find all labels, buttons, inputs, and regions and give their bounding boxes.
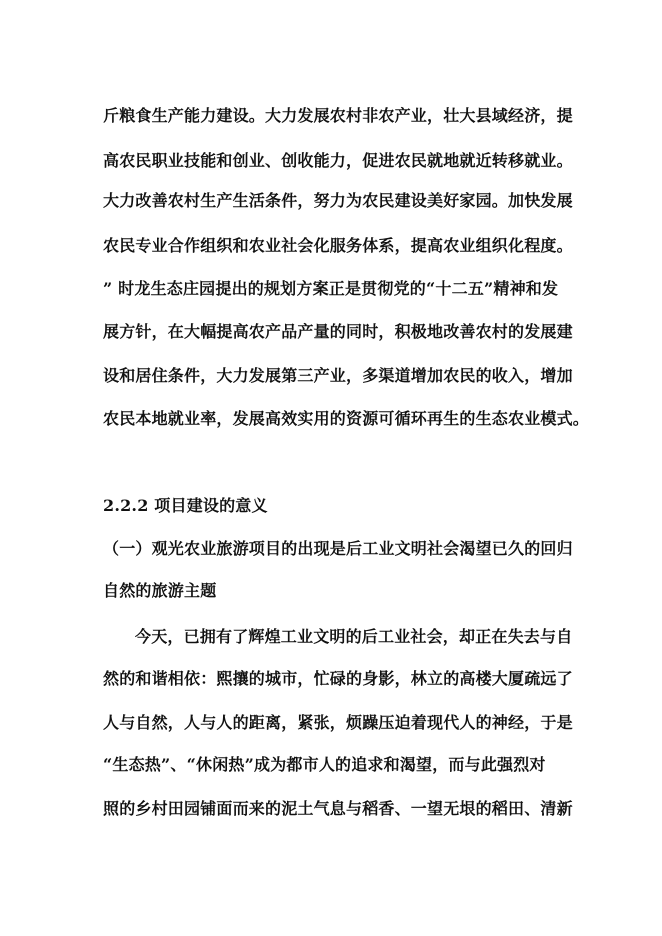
- paragraph-line: 斤粮食生产能力建设。大力发展农村非农产业，壮大县域经济，提: [103, 106, 573, 125]
- paragraph-line: 照的乡村田园铺面而来的泥土气息与稻香、一望无垠的稻田、清新: [103, 799, 573, 818]
- paragraph-line: 然的和谐相依：熙攘的城市，忙碌的身影，林立的高楼大厦疏远了: [103, 669, 573, 688]
- paragraph-line: 展方针，在大幅提高农产品产量的同时，积极地改善农村的发展建: [103, 322, 573, 341]
- paragraph-line: “生态热”、“休闲热”成为都市人的追求和渴望，而与此强烈对: [103, 755, 546, 774]
- subheading-line: （一）观光农业旅游项目的出现是后工业文明社会渴望已久的回归: [103, 539, 573, 558]
- subheading-line: 自然的旅游主题: [103, 581, 217, 600]
- paragraph-line: ” 时龙生态庄园提出的规划方案正是贯彻党的“十二五”精神和发: [103, 279, 559, 298]
- paragraph-line: 农民专业合作组织和农业社会化服务体系，提高农业组织化程度。: [103, 236, 573, 255]
- paragraph-line: 大力改善农村生产生活条件，努力为农民建设美好家园。加快发展: [103, 191, 573, 210]
- paragraph-line: 农民本地就业率，发展高效实用的资源可循环再生的生态农业模式。: [103, 409, 590, 428]
- paragraph-line: 设和居住条件，大力发展第三产业，多渠道增加农民的收入，增加: [103, 366, 573, 385]
- section-heading: 2.2.2 项目建设的意义: [103, 496, 268, 515]
- paragraph-line: 高农民职业技能和创业、创收能力，促进农民就地就近转移就业。: [103, 151, 573, 170]
- paragraph-line: 人与自然，人与人的距离，紧张，烦躁压迫着现代人的神经，于是: [103, 713, 573, 732]
- paragraph-line: 今天，已拥有了辉煌工业文明的后工业社会，却正在失去与自: [135, 627, 573, 646]
